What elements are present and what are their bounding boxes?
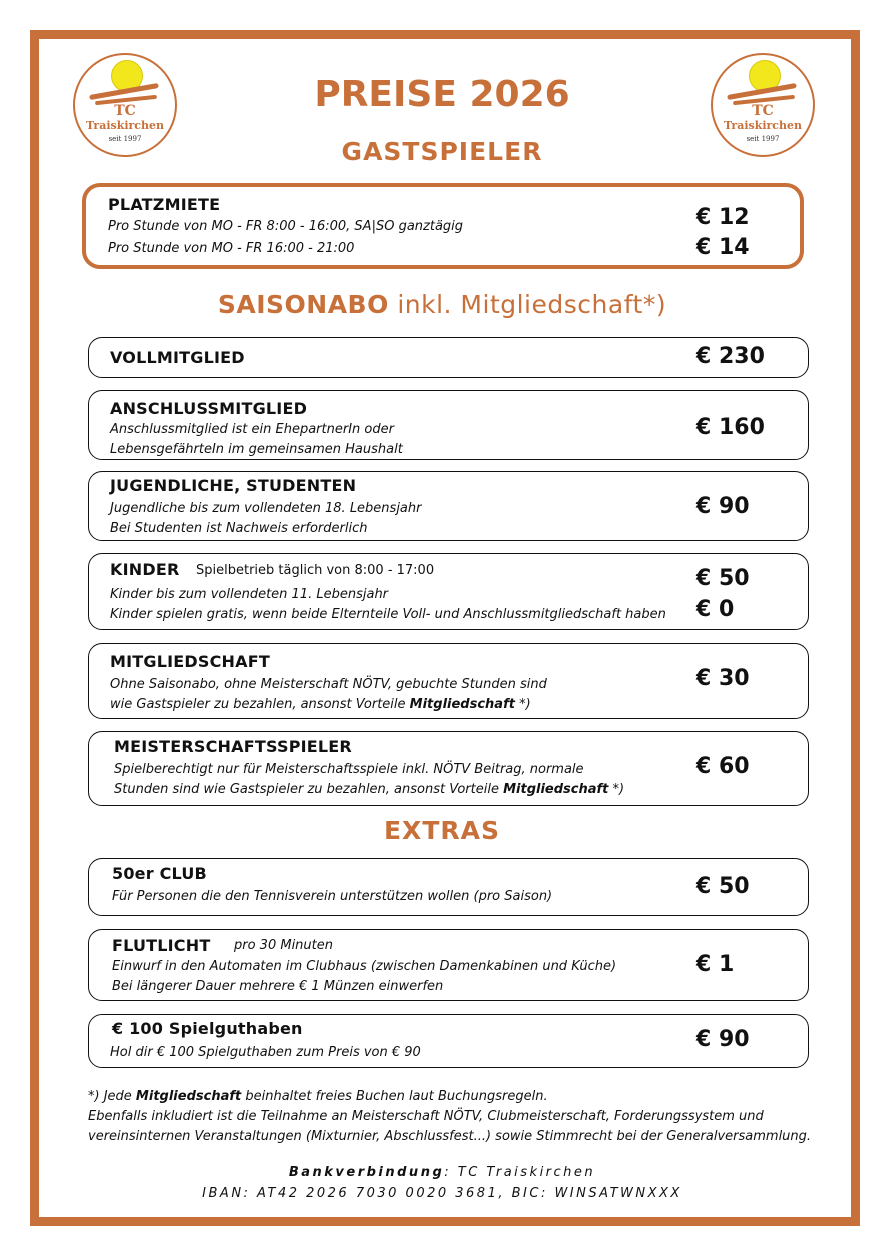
spielguthaben-card (88, 1014, 809, 1068)
jugendliche-card (88, 471, 809, 541)
kinder-card (88, 553, 809, 630)
logo-text-name: Traiskirchen (86, 119, 164, 132)
jugendliche-line-1: Jugendliche bis zum vollendeten 18. Lebensjahr (110, 501, 422, 516)
mitgliedschaft-line-2-post: *) (514, 697, 531, 712)
platzmiete-price-2: € 14 (696, 235, 750, 260)
mitgliedschaft-line-2-pre: wie Gastspieler zu bezahlen, ansonst Vorteile (110, 697, 410, 712)
logo-text-since: seit 1997 (108, 135, 142, 143)
50er-club-card (88, 858, 809, 916)
anschlussmitglied-title: ANSCHLUSSMITGLIED (110, 399, 308, 418)
flutlicht-note: pro 30 Minuten (234, 938, 333, 953)
jugendliche-title: JUGENDLICHE, STUDENTEN (110, 476, 357, 495)
anschlussmitglied-line-1: Anschlussmitglied ist ein EhepartnerIn oder (110, 422, 394, 437)
bank-iban: IBAN: AT42 2026 7030 0020 3681, BIC: WINSATWNXXX (202, 1186, 682, 1201)
section-title-extras: EXTRAS (383, 816, 500, 845)
platzmiete-card (82, 183, 804, 269)
footnote-line-1-post: beinhaltet freies Buchen laut Buchungsregeln. (241, 1089, 548, 1104)
mitgliedschaft-line-2-bold: Mitgliedschaft (409, 697, 515, 712)
platzmiete-title: PLATZMIETE (108, 195, 221, 214)
vollmitglied-card (88, 337, 809, 378)
anschlussmitglied-card (88, 390, 809, 460)
platzmiete-line-2: Pro Stunde von MO - FR 16:00 - 21:00 (108, 241, 355, 256)
flutlicht-line-1: Einwurf in den Automaten im Clubhaus (zwischen Damenkabinen und Küche) (112, 959, 617, 974)
kinder-price-2: € 0 (696, 597, 735, 622)
50er-club-title: 50er CLUB (112, 864, 207, 883)
jugendliche-line-2: Bei Studenten ist Nachweis erforderlich (110, 521, 368, 536)
mitgliedschaft-card (88, 643, 809, 719)
kinder-title: KINDER (110, 560, 180, 579)
flutlicht-card (88, 929, 809, 1001)
meisterschaftsspieler-line-1: Spielberechtigt nur für Meisterschaftsspiele inkl. NÖTV Beitrag, normale (114, 762, 584, 777)
anschlussmitglied-line-2: LebensgefährteIn im gemeinsamen Haushalt (110, 442, 403, 457)
bank-name: : TC Traiskirchen (444, 1165, 596, 1180)
kinder-line-1: Kinder bis zum vollendeten 11. Lebensjahr (110, 587, 389, 602)
meisterschaftsspieler-line-2-pre: Stunden sind wie Gastspieler zu bezahlen, ansonst Vorteile (114, 782, 504, 797)
kinder-price-1: € 50 (696, 566, 750, 591)
meisterschaftsspieler-line-2-bold: Mitgliedschaft (503, 782, 609, 797)
meisterschaftsspieler-price: € 60 (696, 754, 750, 779)
saisonabo-rest: inkl. Mitgliedschaft*) (388, 290, 667, 319)
vollmitglied-title: VOLLMITGLIED (110, 348, 245, 367)
spielguthaben-line: Hol dir € 100 Spielguthaben zum Preis von € 90 (110, 1045, 421, 1060)
logo-text-tc: TC (752, 103, 774, 119)
mitgliedschaft-price: € 30 (696, 666, 750, 691)
section-title-gastspieler: GASTSPIELER (341, 137, 543, 166)
mitgliedschaft-line-2 (110, 697, 531, 712)
footnote-line-1-bold: Mitgliedschaft (135, 1089, 242, 1104)
logo-text-tc: TC (114, 103, 136, 119)
mitgliedschaft-title: MITGLIEDSCHAFT (110, 652, 270, 671)
50er-club-price: € 50 (696, 874, 750, 899)
anschlussmitglied-price: € 160 (696, 415, 765, 440)
flutlicht-line-2: Bei längerer Dauer mehrere € 1 Münzen einwerfen (112, 979, 444, 994)
spielguthaben-price: € 90 (696, 1027, 750, 1052)
vollmitglied-price: € 230 (696, 344, 765, 369)
logo-text-since: seit 1997 (746, 135, 780, 143)
flutlicht-title: FLUTLICHT (112, 936, 211, 955)
footnote-line-2: Ebenfalls inkludiert ist die Teilnahme an Meisterschaft NÖTV, Clubmeisterschaft, Forderungssystem und (88, 1109, 764, 1124)
meisterschaftsspieler-title: MEISTERSCHAFTSSPIELER (114, 737, 352, 756)
jugendliche-price: € 90 (696, 494, 750, 519)
footnote-line-3: vereinsinternen Veranstaltungen (Mixturnier, Abschlussfest...) sowie Stimmrecht bei der Generalversammlung. (88, 1129, 812, 1144)
platzmiete-price-1: € 12 (696, 205, 750, 230)
mitgliedschaft-line-1: Ohne Saisonabo, ohne Meisterschaft NÖTV, gebuchte Stunden sind (110, 677, 547, 692)
platzmiete-line-1: Pro Stunde von MO - FR 8:00 - 16:00, SA|SO ganztägig (108, 219, 464, 234)
50er-club-line: Für Personen die den Tennisverein unterstützen wollen (pro Saison) (112, 889, 553, 904)
flutlicht-price: € 1 (696, 952, 735, 977)
footnote-line-1 (88, 1089, 548, 1104)
kinder-line-2: Kinder spielen gratis, wenn beide Elternteile Voll- und Anschlussmitgliedschaft haben (110, 607, 666, 622)
page-title: PREISE 2026 (314, 74, 570, 115)
spielguthaben-title: € 100 Spielguthaben (112, 1019, 303, 1038)
meisterschaftsspieler-line-2-post: *) (608, 782, 625, 797)
meisterschaftsspieler-line-2 (114, 782, 624, 797)
footnote-line-1-pre: *) Jede (88, 1089, 136, 1104)
bank-label: Bankverbindung (288, 1165, 445, 1180)
saisonabo-bold: SAISONABO (217, 290, 389, 319)
meisterschaftsspieler-card (88, 731, 809, 806)
section-title-saisonabo (0, 290, 884, 319)
bank-line-1 (0, 1165, 884, 1180)
logo-text-name: Traiskirchen (724, 119, 802, 132)
kinder-note: Spielbetrieb täglich von 8:00 - 17:00 (196, 563, 435, 578)
